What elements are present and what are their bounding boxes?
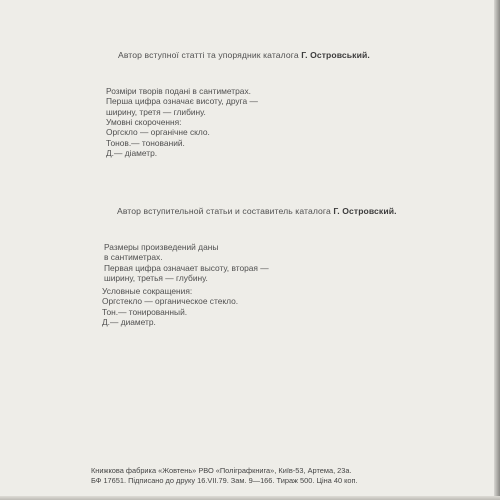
author-credit-russian: [117, 206, 397, 216]
note-line: Перша цифра означає висоту, друга —: [106, 96, 258, 107]
abbreviations-heading: Умовні скорочення:: [106, 117, 182, 127]
credit-author: Г. Островський.: [301, 50, 370, 60]
abbreviation-item: Тон.— тонированный.: [102, 306, 188, 317]
abbreviations-ukrainian: [106, 117, 210, 159]
abbreviations-heading: Условные сокращения:: [102, 286, 193, 296]
imprint-line: Книжкова фабрика «Жовтень» РВО «Поліграфкнига», Київ-53, Артема, 23а.: [91, 466, 352, 475]
note-line: в сантиметрах.: [104, 252, 163, 263]
author-credit-ukrainian: [118, 50, 370, 60]
sizes-note-ukrainian: [106, 86, 258, 117]
imprint-line: БФ 17651. Підписано до друку 16.VII.79. Зам. 9—166. Тираж 500. Ціна 40 коп.: [91, 476, 358, 486]
note-line: Размеры произведений даны: [104, 242, 219, 252]
credit-text: Автор вступної статті та упорядник каталога: [118, 50, 299, 60]
sizes-note-russian: [104, 242, 269, 284]
note-line: Розміри творів подані в сантиметрах.: [106, 86, 251, 96]
abbreviation-item: Тонов.— тонований.: [106, 137, 185, 148]
abbreviation-item: Д.— диаметр.: [102, 317, 156, 328]
note-line: Первая цифра означает высоту, вторая —: [104, 262, 269, 273]
abbreviations-russian: [102, 286, 238, 328]
note-line: ширину, третья — глубину.: [104, 273, 208, 284]
printing-imprint: [91, 466, 358, 486]
note-line: ширину, третя — глибину.: [106, 106, 206, 117]
page-edge-shadow: [494, 0, 500, 500]
abbreviation-item: Оргстекло — органическое стекло.: [102, 296, 239, 307]
page-edge-bottom: [0, 496, 500, 500]
credit-author: Г. Островский.: [333, 206, 397, 216]
abbreviation-item: Оргскло — органічне скло.: [106, 127, 210, 138]
credit-text: Автор вступительной статьи и составитель каталога: [117, 206, 331, 216]
abbreviation-item: Д.— діаметр.: [106, 148, 158, 159]
